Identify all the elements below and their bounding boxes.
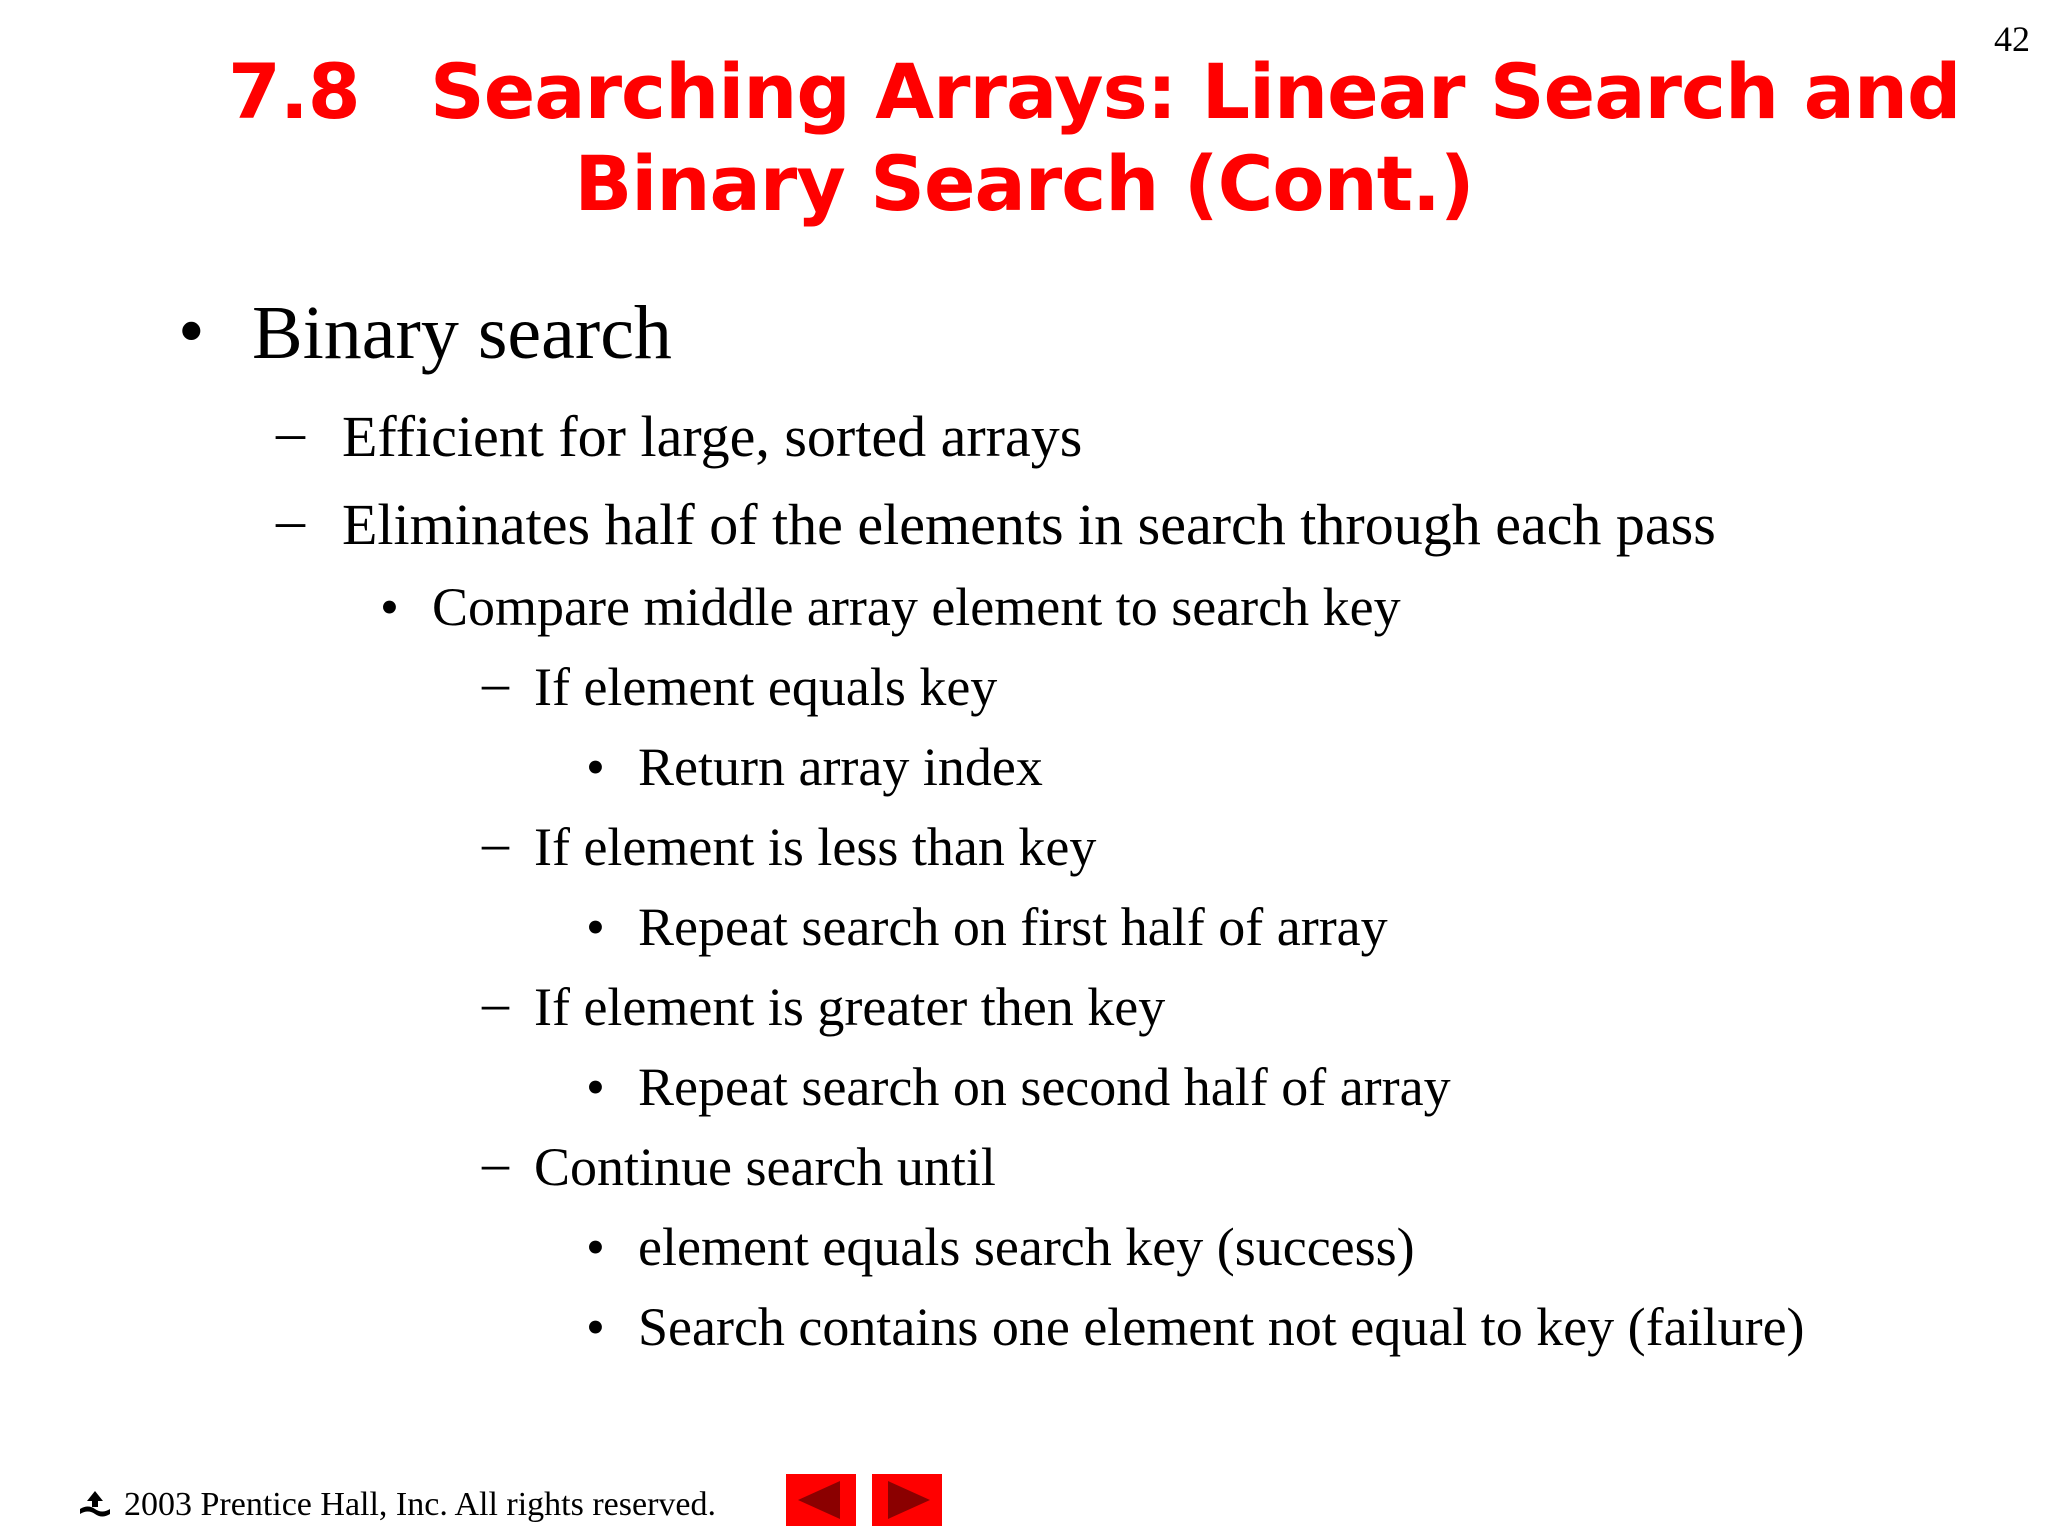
item-success: element equals search key (success) <box>638 1217 1415 1277</box>
item-if-equals: If element equals key <box>534 657 998 717</box>
title-text-1: Searching Arrays: Linear Search and <box>430 47 1961 136</box>
bullet-marker: • <box>586 737 605 797</box>
item-if-greater: If element is greater then key <box>534 977 1166 1037</box>
footer-copyright <box>78 1486 716 1524</box>
dash-marker: – <box>276 399 305 464</box>
next-arrow-icon <box>872 1474 942 1526</box>
dash-marker: – <box>482 973 509 1033</box>
bullet-marker: • <box>380 577 399 637</box>
prentice-hall-logo-icon <box>78 1489 112 1519</box>
title-line-1 <box>228 46 1960 138</box>
bullet-marker: • <box>178 289 205 373</box>
sub-bullet-efficient: Efficient for large, sorted arrays <box>342 404 1083 469</box>
dash-marker: – <box>482 813 509 873</box>
item-compare: Compare middle array element to search key <box>432 577 1401 637</box>
next-slide-button[interactable] <box>872 1474 942 1526</box>
copyright-text: 2003 Prentice Hall, Inc. All rights reserved. <box>124 1486 717 1523</box>
dash-marker: – <box>482 653 509 713</box>
bullet-marker: • <box>586 1057 605 1117</box>
previous-arrow-icon <box>786 1474 856 1526</box>
title-line-2: Binary Search (Cont.) <box>574 139 1474 228</box>
bullet-marker: • <box>586 1297 605 1357</box>
page-number: 42 <box>1994 19 2030 59</box>
dash-marker: – <box>276 487 305 552</box>
previous-slide-button[interactable] <box>786 1474 856 1526</box>
bullet-marker: • <box>586 1217 605 1277</box>
item-repeat-first-half: Repeat search on first half of array <box>638 897 1388 957</box>
bullet-binary-search: Binary search <box>252 291 672 375</box>
bullet-marker: • <box>586 897 605 957</box>
section-number: 7.8 <box>228 47 360 136</box>
item-return-index: Return array index <box>638 737 1043 797</box>
item-repeat-second-half: Repeat search on second half of array <box>638 1057 1451 1117</box>
item-if-less: If element is less than key <box>534 817 1097 877</box>
dash-marker: – <box>482 1133 509 1193</box>
sub-bullet-eliminates: Eliminates half of the elements in search through each pass <box>342 492 1716 557</box>
item-continue-until: Continue search until <box>534 1137 996 1197</box>
item-failure: Search contains one element not equal to key (failure) <box>638 1297 1805 1357</box>
